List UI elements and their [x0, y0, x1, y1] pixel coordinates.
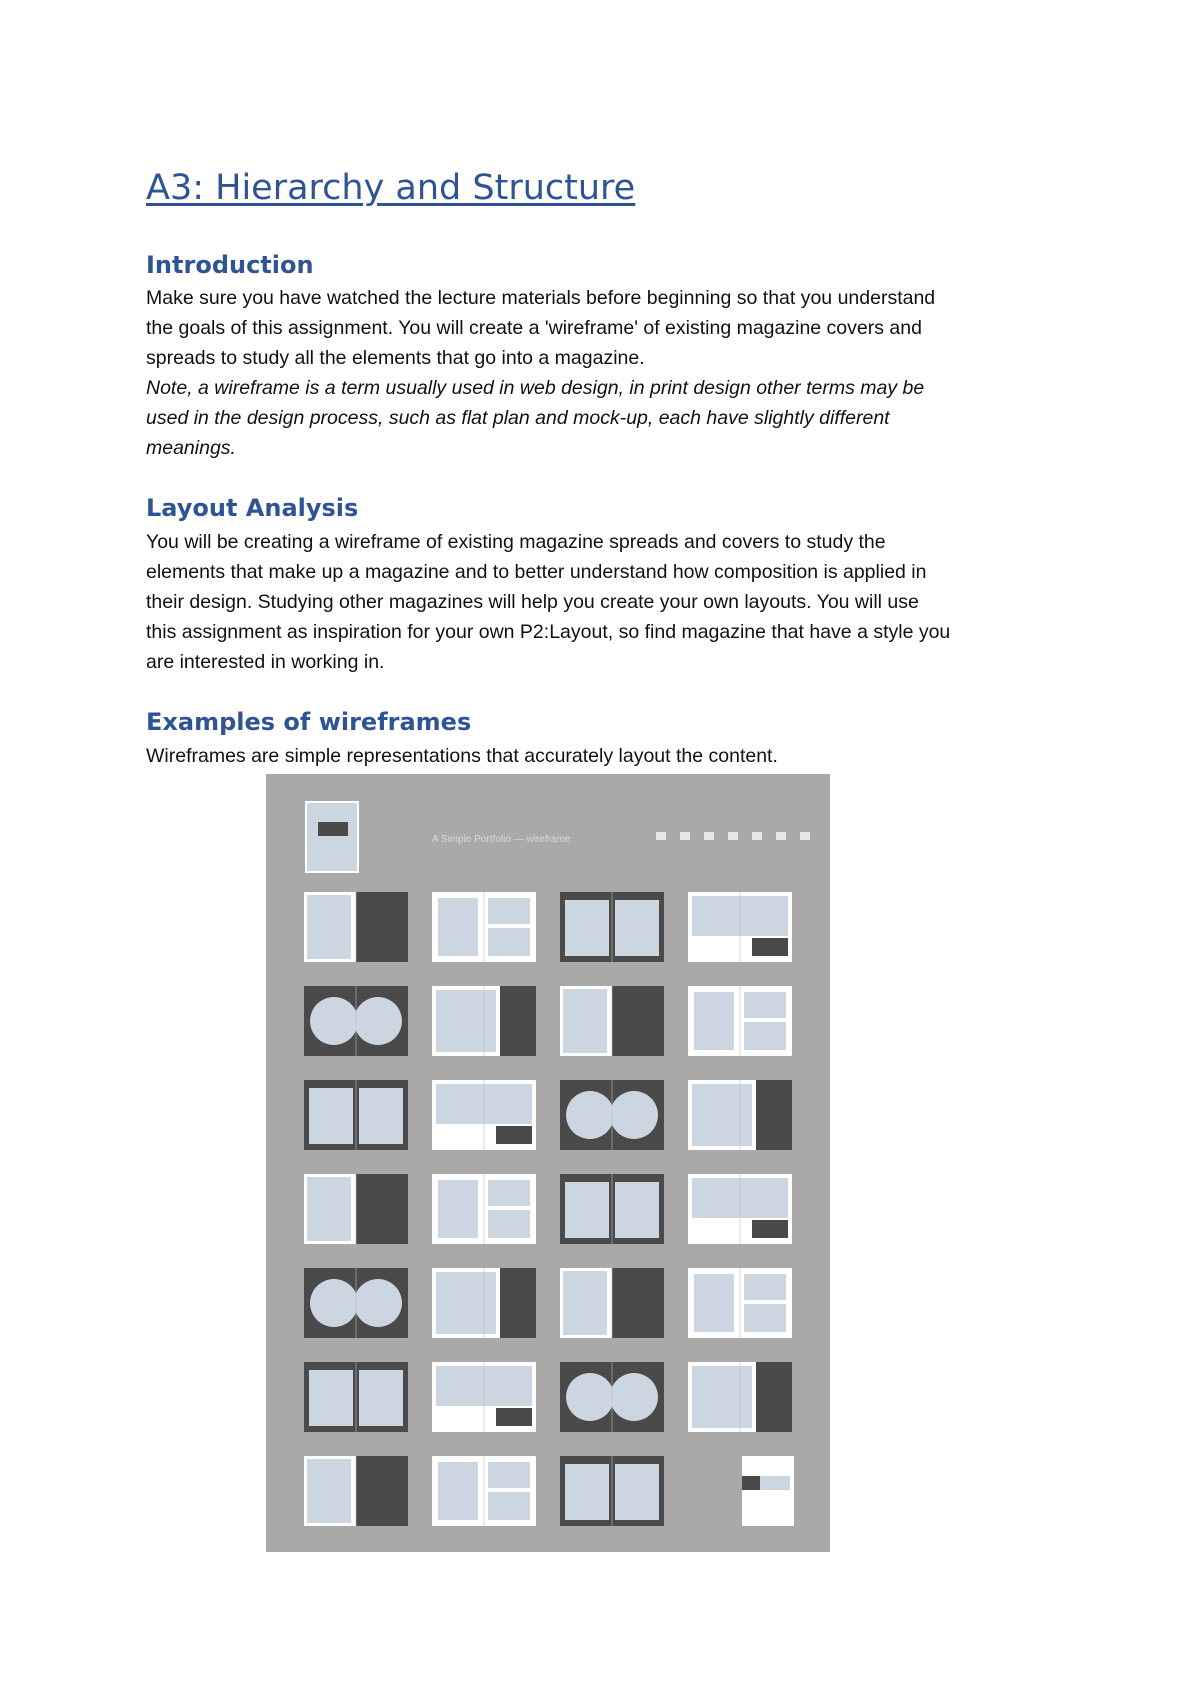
- text-line: You will be creating a wireframe of existing magazine spreads and covers to study the: [146, 531, 886, 553]
- spread-wireframe: [688, 1362, 792, 1432]
- spread-wireframe: [688, 1080, 792, 1150]
- cover-label-block: [318, 822, 348, 836]
- spread-wireframe: [560, 892, 664, 962]
- placeholder-box: [565, 1464, 609, 1520]
- placeholder-box: [309, 1088, 353, 1144]
- dark-panel: [500, 986, 536, 1056]
- text-line: their design. Studying other magazines will help you create your own layouts. You will use: [146, 591, 919, 613]
- placeholder-box: [692, 1366, 752, 1428]
- placeholder-box: [359, 1088, 403, 1144]
- section-heading-introduction: Introduction: [146, 251, 314, 279]
- introduction-paragraph: [146, 283, 1076, 463]
- placeholder-box: [744, 992, 786, 1018]
- placeholder-box: [309, 1370, 353, 1426]
- placeholder-box: [488, 1180, 530, 1206]
- text-line: elements that make up a magazine and to better understand how composition is applied in: [146, 561, 927, 583]
- note-line: Note, a wireframe is a term usually used in web design, in print design other terms may be: [146, 377, 925, 399]
- header-icon: [752, 832, 762, 840]
- placeholder-box: [307, 1177, 351, 1241]
- spread-wireframe: [560, 986, 664, 1056]
- circle-placeholder: [610, 1373, 658, 1421]
- spread-wireframe: [688, 986, 792, 1056]
- note-line: meanings.: [146, 437, 236, 459]
- spread-wireframe: [560, 1362, 664, 1432]
- dark-block: [752, 938, 788, 956]
- page-sheet: [742, 1456, 794, 1526]
- placeholder-box: [694, 992, 734, 1050]
- section-heading-layout-analysis: Layout Analysis: [146, 494, 359, 522]
- placeholder-box: [615, 900, 659, 956]
- placeholder-box: [438, 1462, 478, 1520]
- placeholder-box: [488, 1462, 530, 1488]
- circle-placeholder: [310, 997, 358, 1045]
- spread-wireframe: [688, 892, 792, 962]
- spread-wireframe: [304, 1268, 408, 1338]
- text-line: Make sure you have watched the lecture materials before beginning so that you understand: [146, 287, 936, 309]
- cover-thumbnail: [306, 802, 358, 872]
- dark-block: [752, 1220, 788, 1238]
- spread-wireframe: [432, 1456, 536, 1526]
- placeholder-box: [307, 895, 351, 959]
- text-line: this assignment as inspiration for your own P2:Layout, so find magazine that have a style you: [146, 621, 951, 643]
- spread-wireframe: [304, 1174, 408, 1244]
- header-icon: [800, 832, 810, 840]
- header-icon: [704, 832, 714, 840]
- spread-wireframe: [560, 1080, 664, 1150]
- spread-wireframe: [688, 1268, 792, 1338]
- circle-placeholder: [354, 997, 402, 1045]
- placeholder-box: [615, 1182, 659, 1238]
- dark-panel: [356, 1456, 408, 1526]
- dark-panel: [612, 1268, 664, 1338]
- placeholder-box: [436, 1272, 496, 1334]
- placeholder-box: [694, 1274, 734, 1332]
- spread-wireframe: [432, 1362, 536, 1432]
- spread-wireframe: [560, 1268, 664, 1338]
- document-title: A3: Hierarchy and Structure: [146, 168, 636, 208]
- spread-wireframe: [560, 1456, 664, 1526]
- text-line: the goals of this assignment. You will create a 'wireframe' of existing magazine covers and: [146, 317, 922, 339]
- placeholder-box: [359, 1370, 403, 1426]
- placeholder-box: [488, 898, 530, 924]
- placeholder-box: [307, 1459, 351, 1523]
- header-icon: [656, 832, 666, 840]
- wireframe-examples-image: [266, 774, 830, 1552]
- dark-block: [496, 1126, 532, 1144]
- dark-panel: [756, 1362, 792, 1432]
- spread-wireframe: [432, 986, 536, 1056]
- placeholder-box: [563, 1271, 607, 1335]
- placeholder-box: [615, 1464, 659, 1520]
- circle-placeholder: [566, 1091, 614, 1139]
- placeholder-box: [692, 1084, 752, 1146]
- spread-wireframe: [304, 892, 408, 962]
- dark-panel: [500, 1268, 536, 1338]
- image-background: [266, 774, 830, 1552]
- examples-paragraph: [146, 741, 1076, 771]
- spread-wireframe: [432, 1268, 536, 1338]
- placeholder-box: [438, 1180, 478, 1238]
- spread-wireframe: [304, 986, 408, 1056]
- placeholder-box: [744, 1304, 786, 1332]
- dark-panel: [356, 1174, 408, 1244]
- spread-wireframe: [688, 1174, 792, 1244]
- note-line: used in the design process, such as flat plan and mock-up, each have slightly different: [146, 407, 890, 429]
- placeholder-box: [565, 1182, 609, 1238]
- text-line: are interested in working in.: [146, 651, 385, 673]
- header-icon: [680, 832, 690, 840]
- placeholder-box: [488, 1492, 530, 1520]
- placeholder-box: [438, 898, 478, 956]
- spread-wireframe: [304, 1080, 408, 1150]
- spread-wireframe: [432, 1080, 536, 1150]
- placeholder-box: [565, 900, 609, 956]
- section-heading-examples: Examples of wireframes: [146, 708, 472, 736]
- dark-panel: [612, 986, 664, 1056]
- dark-panel: [756, 1080, 792, 1150]
- spread-wireframe: [432, 1174, 536, 1244]
- dark-block: [496, 1408, 532, 1426]
- placeholder-box: [488, 1210, 530, 1238]
- placeholder-box: [436, 990, 496, 1052]
- placeholder-box: [744, 1022, 786, 1050]
- layout-analysis-paragraph: [146, 527, 1076, 677]
- figure-header-title: A Simple Portfolio — wireframe: [432, 834, 571, 845]
- spread-wireframe: [560, 1174, 664, 1244]
- placeholder-box: [744, 1274, 786, 1300]
- placeholder-box: [563, 989, 607, 1053]
- spread-wireframe: [432, 892, 536, 962]
- text-line: spreads to study all the elements that go into a magazine.: [146, 347, 645, 369]
- spread-wireframe: [304, 1362, 408, 1432]
- circle-placeholder: [566, 1373, 614, 1421]
- spread-wireframe: [304, 1456, 408, 1526]
- circle-placeholder: [310, 1279, 358, 1327]
- text-line: Wireframes are simple representations that accurately layout the content.: [146, 745, 778, 767]
- circle-placeholder: [610, 1091, 658, 1139]
- cover-wireframe: [742, 1456, 794, 1526]
- circle-placeholder: [354, 1279, 402, 1327]
- dark-block: [742, 1476, 760, 1490]
- dark-panel: [356, 892, 408, 962]
- header-icon: [776, 832, 786, 840]
- header-icon: [728, 832, 738, 840]
- placeholder-box: [488, 928, 530, 956]
